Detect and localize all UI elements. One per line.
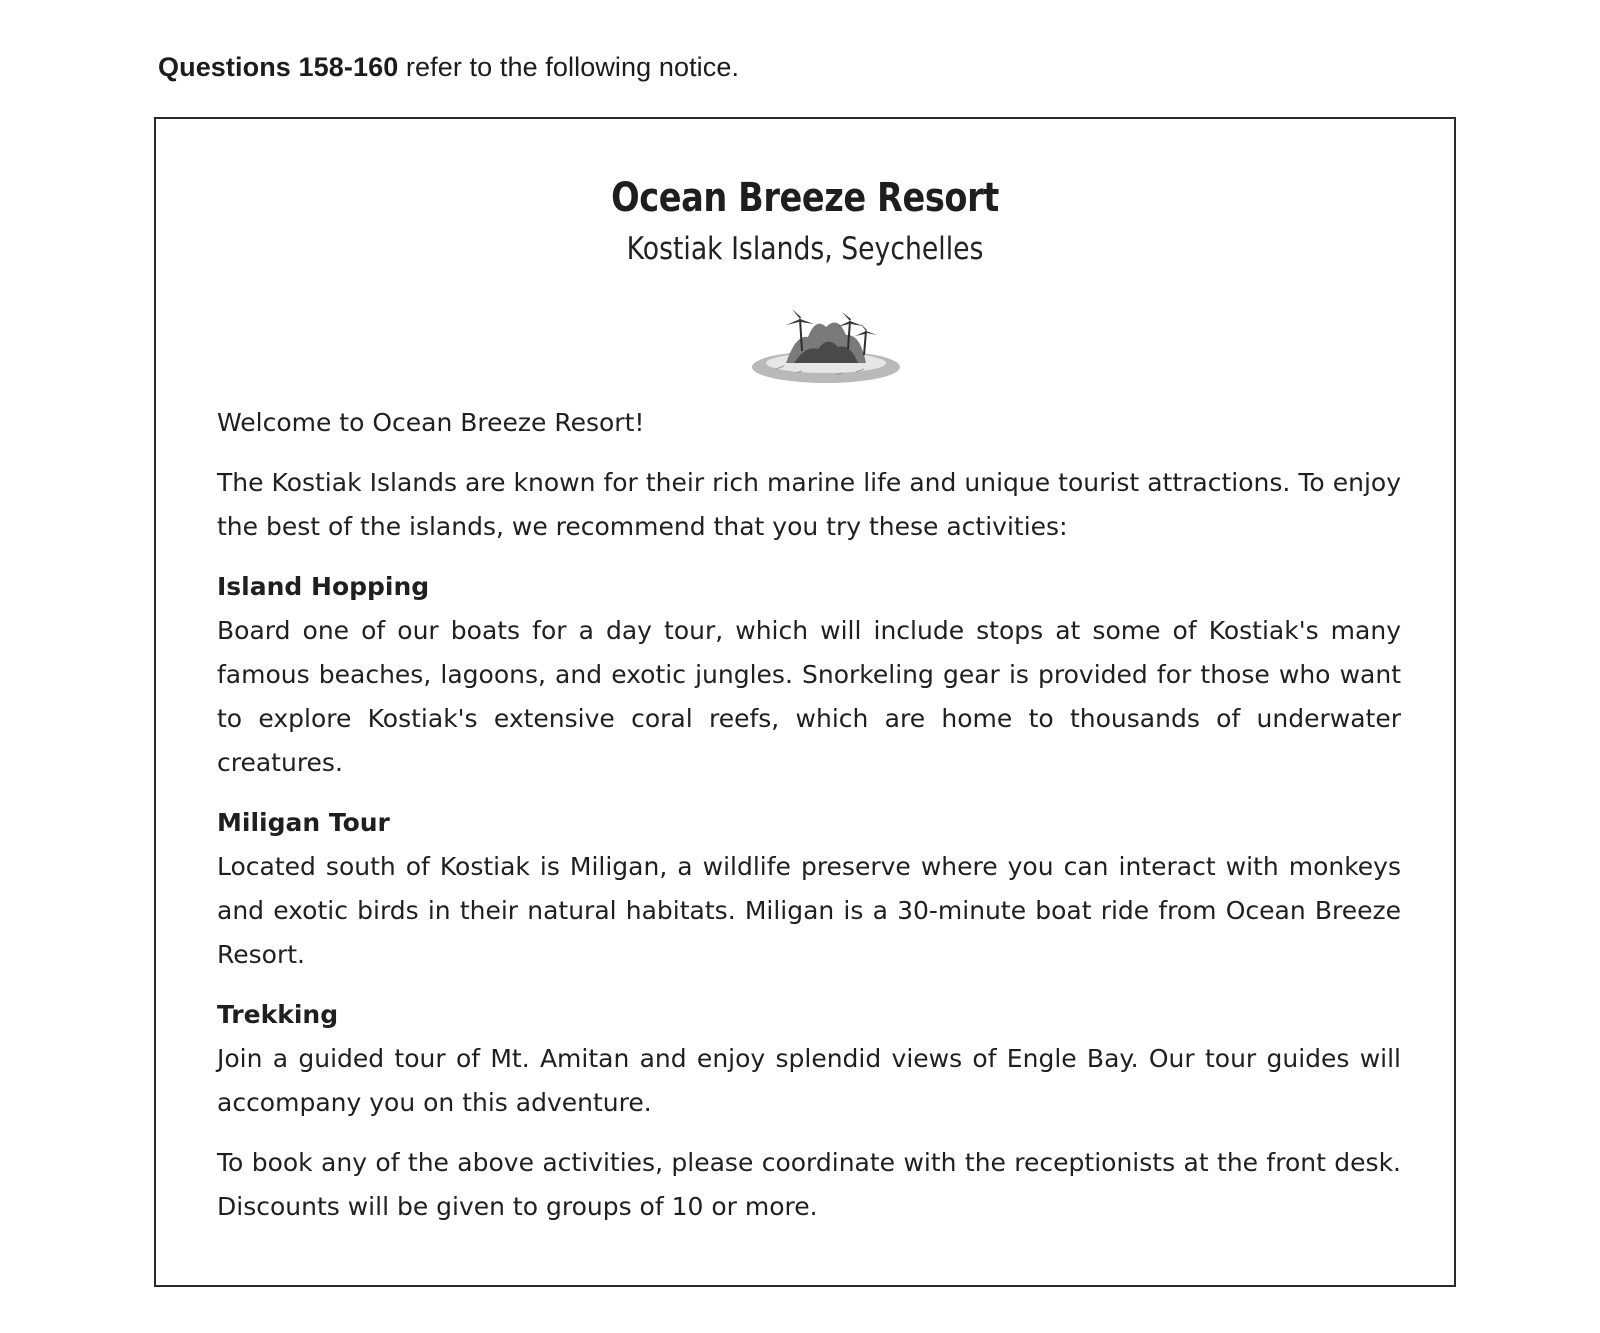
section-heading-island-hopping: Island Hopping [217, 572, 430, 601]
notice-subtitle: Kostiak Islands, Seychelles [626, 231, 984, 267]
section-body-miligan-tour: Located south of Kostiak is Miligan, a wildlife preserve where you can interact with monkeys and exotic birds in their natural habitats. Miligan is a 30-minute boat ride from Ocean Breeze Resort. [217, 852, 1401, 969]
section-heading-trekking: Trekking [217, 1000, 339, 1029]
question-range: Questions 158-160 [158, 52, 399, 82]
section-body-island-hopping: Board one of our boats for a day tour, which will include stops at some of Kostiak's many famous beaches, lagoons, and exotic jungles. Snorkeling gear is provided for those who want to explore Kostiak's extensive coral reefs, which are home to thousands of underwater creatures. [217, 616, 1401, 777]
closing-paragraph: To book any of the above activities, please coordinate with the receptionists at the front desk. Discounts will be given to groups of 10 or more. [217, 1148, 1401, 1221]
question-intro-text: refer to the following notice. [398, 52, 740, 82]
notice-title: Ocean Breeze Resort [611, 175, 999, 221]
notice-content [217, 401, 1401, 1229]
island-logo-icon [746, 289, 906, 389]
lead-paragraph: The Kostiak Islands are known for their rich marine life and unique tourist attractions. To enjoy the best of the islands, we recommend that you try these activities: [217, 468, 1401, 541]
resort-notice [154, 117, 1456, 1287]
section-body-trekking: Join a guided tour of Mt. Amitan and enjoy splendid views of Engle Bay. Our tour guides will accompany you on this adventure. [217, 1044, 1401, 1117]
section-heading-miligan-tour: Miligan Tour [217, 808, 390, 837]
welcome-text: Welcome to Ocean Breeze Resort! [217, 408, 645, 437]
question-intro [158, 52, 739, 83]
